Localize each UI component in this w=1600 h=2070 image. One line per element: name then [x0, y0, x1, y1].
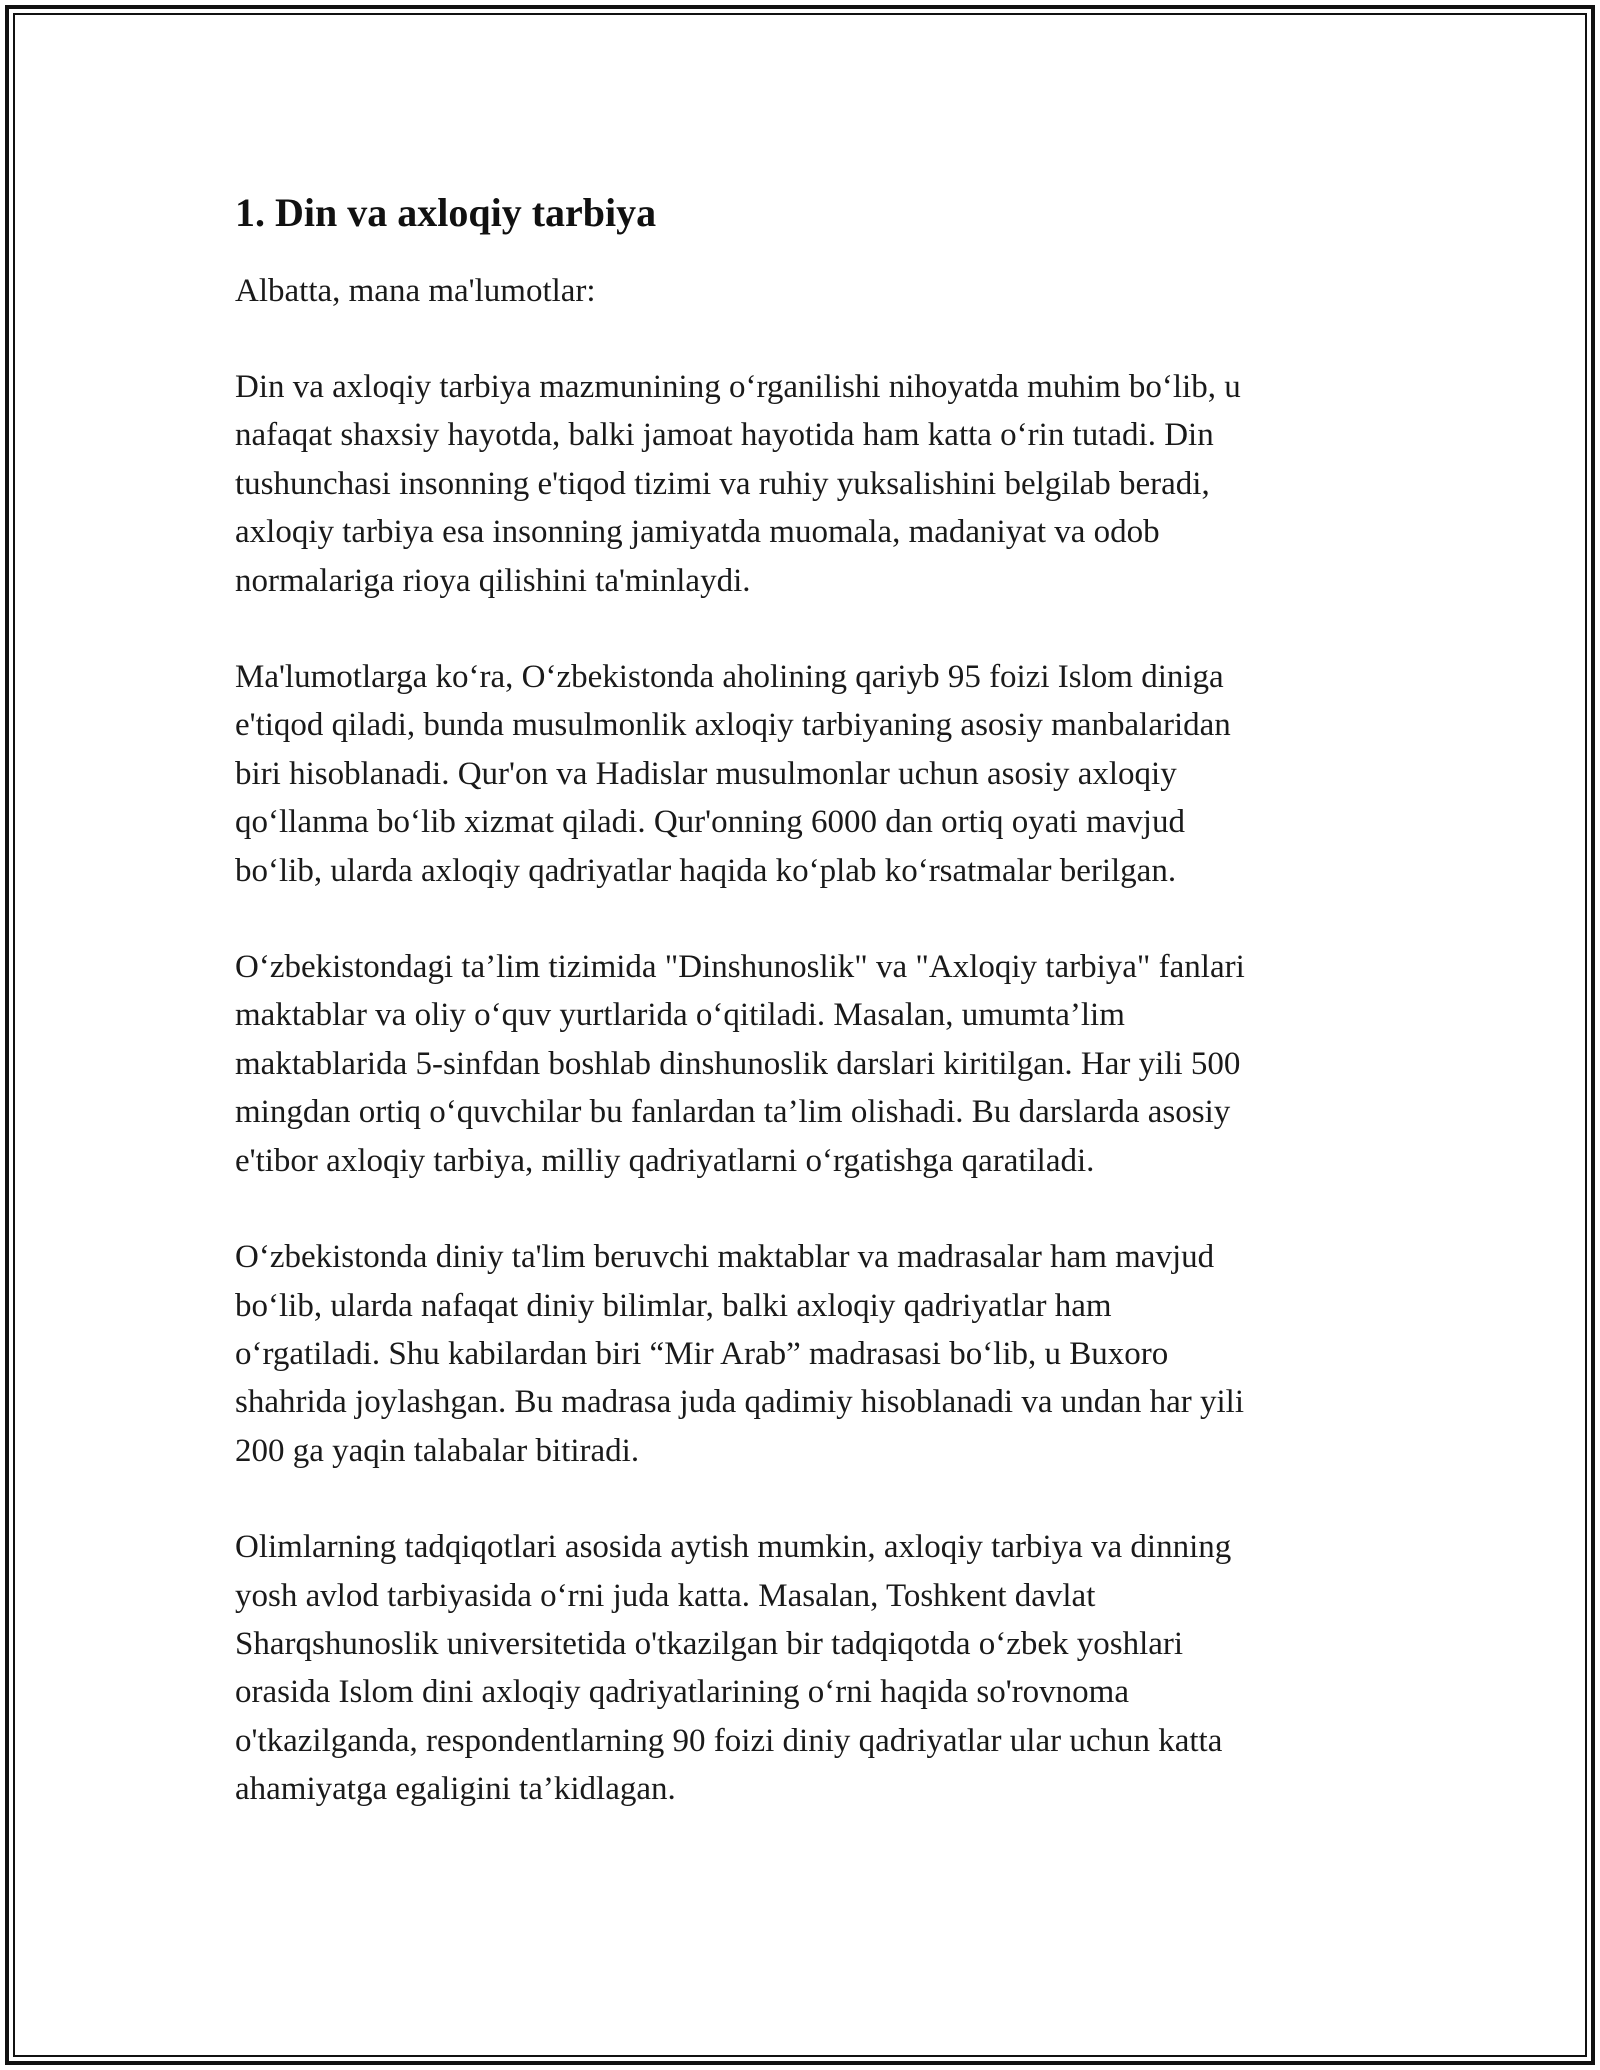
paragraph-line: e'tibor axloqiy tarbiya, milliy qadriyatlarni o‘rgatishga qaratiladi. [235, 1142, 1095, 1179]
paragraph-line: Sharqshunoslik universitetida o'tkazilgan bir tadqiqotda o‘zbek yoshlari [235, 1625, 1184, 1662]
paragraph-line: bo‘lib, ularda nafaqat diniy bilimlar, balki axloqiy qadriyatlar ham [235, 1287, 1112, 1324]
paragraph-line: maktablar va oliy o‘quv yurtlarida o‘qitiladi. Masalan, umumta’lim [235, 997, 1125, 1034]
document-body [235, 183, 1365, 1862]
paragraph-4 [235, 1233, 1365, 1475]
paragraph-1 [235, 363, 1365, 605]
paragraph-line: yosh avlod tarbiyasida o‘rni juda katta. Masalan, Toshkent davlat [235, 1577, 1096, 1614]
paragraph-line: bo‘lib, ularda axloqiy qadriyatlar haqida ko‘plab ko‘rsatmalar berilgan. [235, 852, 1177, 889]
paragraph-2 [235, 653, 1365, 895]
paragraph-3 [235, 943, 1365, 1185]
paragraph-line: maktablarida 5-sinfdan boshlab dinshunoslik darslari kiritilgan. Har yili 500 [235, 1045, 1241, 1082]
paragraph-line: Olimlarning tadqiqotlari asosida aytish mumkin, axloqiy tarbiya va dinning [235, 1529, 1232, 1566]
paragraph-line: shahrida joylashgan. Bu madrasa juda qadimiy hisoblanadi va undan har yili [235, 1384, 1245, 1421]
paragraph-line: mingdan ortiq o‘quvchilar bu fanlardan ta’lim olishadi. Bu darslarda asosiy [235, 1094, 1231, 1131]
intro-line: Albatta, mana ma'lumotlar: [235, 273, 596, 309]
paragraph-line: biri hisoblanadi. Qur'on va Hadislar musulmonlar uchun asosiy axloqiy [235, 755, 1177, 792]
paragraph-line: 200 ga yaqin talabalar bitiradi. [235, 1432, 640, 1469]
paragraph-line: normalariga rioya qilishini ta'minlaydi. [235, 562, 751, 599]
paragraph-line: o'tkazilganda, respondentlarning 90 foizi diniy qadriyatlar ular uchun katta [235, 1722, 1223, 1759]
paragraph-line: e'tiqod qiladi, bunda musulmonlik axloqiy tarbiyaning asosiy manbalaridan [235, 707, 1231, 744]
paragraph-line: o‘rgatiladi. Shu kabilardan biri “Mir Arab” madrasasi bo‘lib, u Buxoro [235, 1335, 1169, 1372]
document-title: 1. Din va axloqiy tarbiya [235, 190, 657, 235]
paragraph-line: nafaqat shaxsiy hayotda, balki jamoat hayotida ham katta o‘rin tutadi. Din [235, 417, 1214, 454]
paragraph-line: tushunchasi insonning e'tiqod tizimi va ruhiy yuksalishini belgilab beradi, [235, 465, 1210, 502]
paragraph-line: axloqiy tarbiya esa insonning jamiyatda muomala, madaniyat va odob [235, 514, 1160, 551]
paragraph-line: Ma'lumotlarga ko‘ra, O‘zbekistonda aholining qariyb 95 foizi Islom diniga [235, 659, 1224, 696]
paragraph-line: O‘zbekistonda diniy ta'lim beruvchi maktablar va madrasalar ham mavjud [235, 1239, 1215, 1276]
paragraph-line: orasida Islom dini axloqiy qadriyatlarining o‘rni haqida so'rovnoma [235, 1674, 1129, 1711]
paragraph-5 [235, 1523, 1365, 1813]
paragraph-line: ahamiyatga egaligini ta’kidlagan. [235, 1771, 676, 1808]
paragraph-line: Din va axloqiy tarbiya mazmunining o‘rganilishi nihoyatda muhim bo‘lib, u [235, 369, 1241, 405]
paragraph-line: O‘zbekistondagi ta’lim tizimida "Dinshunoslik" va "Axloqiy tarbiya" fanlari [235, 949, 1245, 986]
paragraph-line: qo‘llanma bo‘lib xizmat qiladi. Qur'onning 6000 dan ortiq oyati mavjud [235, 804, 1185, 841]
